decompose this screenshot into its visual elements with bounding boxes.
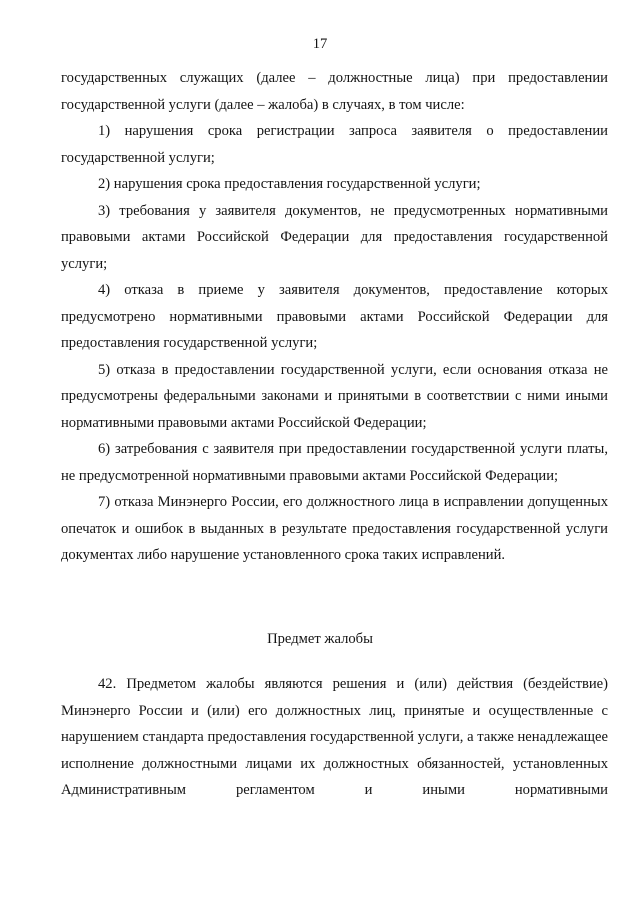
list-item-3: 3) требования у заявителя документов, не предусмотренных нормативными правовыми актами Российской Федерации для предоставления государственной услуги; <box>61 202 608 272</box>
list-item-5: 5) отказа в предоставлении государственной услуги, если основания отказа не предусмотрены федеральными законами и принятыми в соответствии с ними иными нормативными правовыми актами Российской Федерации; <box>61 361 608 431</box>
page-number: 17 <box>312 36 328 52</box>
list-item-6: 6) затребования с заявителя при предоставлении государственной услуги платы, не предусмотренной нормативными правовыми актами Российской Федерации; <box>61 441 608 484</box>
list-item-4: 4) отказа в приеме у заявителя документов, предоставление которых предусмотрено нормативными правовыми актами Российской Федерации для предоставления государственной услуги; <box>61 282 608 351</box>
list-item-2: 2) нарушения срока предоставления государственной услуги; <box>98 176 481 192</box>
section-body <box>61 671 608 804</box>
section-heading: Предмет жалобы <box>267 631 373 647</box>
document-body <box>61 65 608 569</box>
list-item-7: 7) отказа Минэнерго России, его должностного лица в исправлении допущенных опечаток и ошибок в выданных в результате предоставления государственной услуги документах либо нарушение установленного срока таких исправлений. <box>61 494 608 563</box>
paragraph-42: 42. Предметом жалобы являются решения и (или) действия (бездействие) Минэнерго России и (или) его должностных лиц, принятые и осуществленные с нарушением стандарта предоставления государственной услуги, а также ненадлежащее исполнение должностными лицами их должностных обязанностей, установленных Административным регламентом и иными нормативными <box>61 676 608 798</box>
paragraph-continuation: государственных служащих (далее – должностные лица) при предоставлении государственной услуги (далее – жалоба) в случаях, в том числе: <box>61 70 608 113</box>
list-item-1: 1) нарушения срока регистрации запроса заявителя о предоставлении государственной услуги; <box>61 123 608 166</box>
